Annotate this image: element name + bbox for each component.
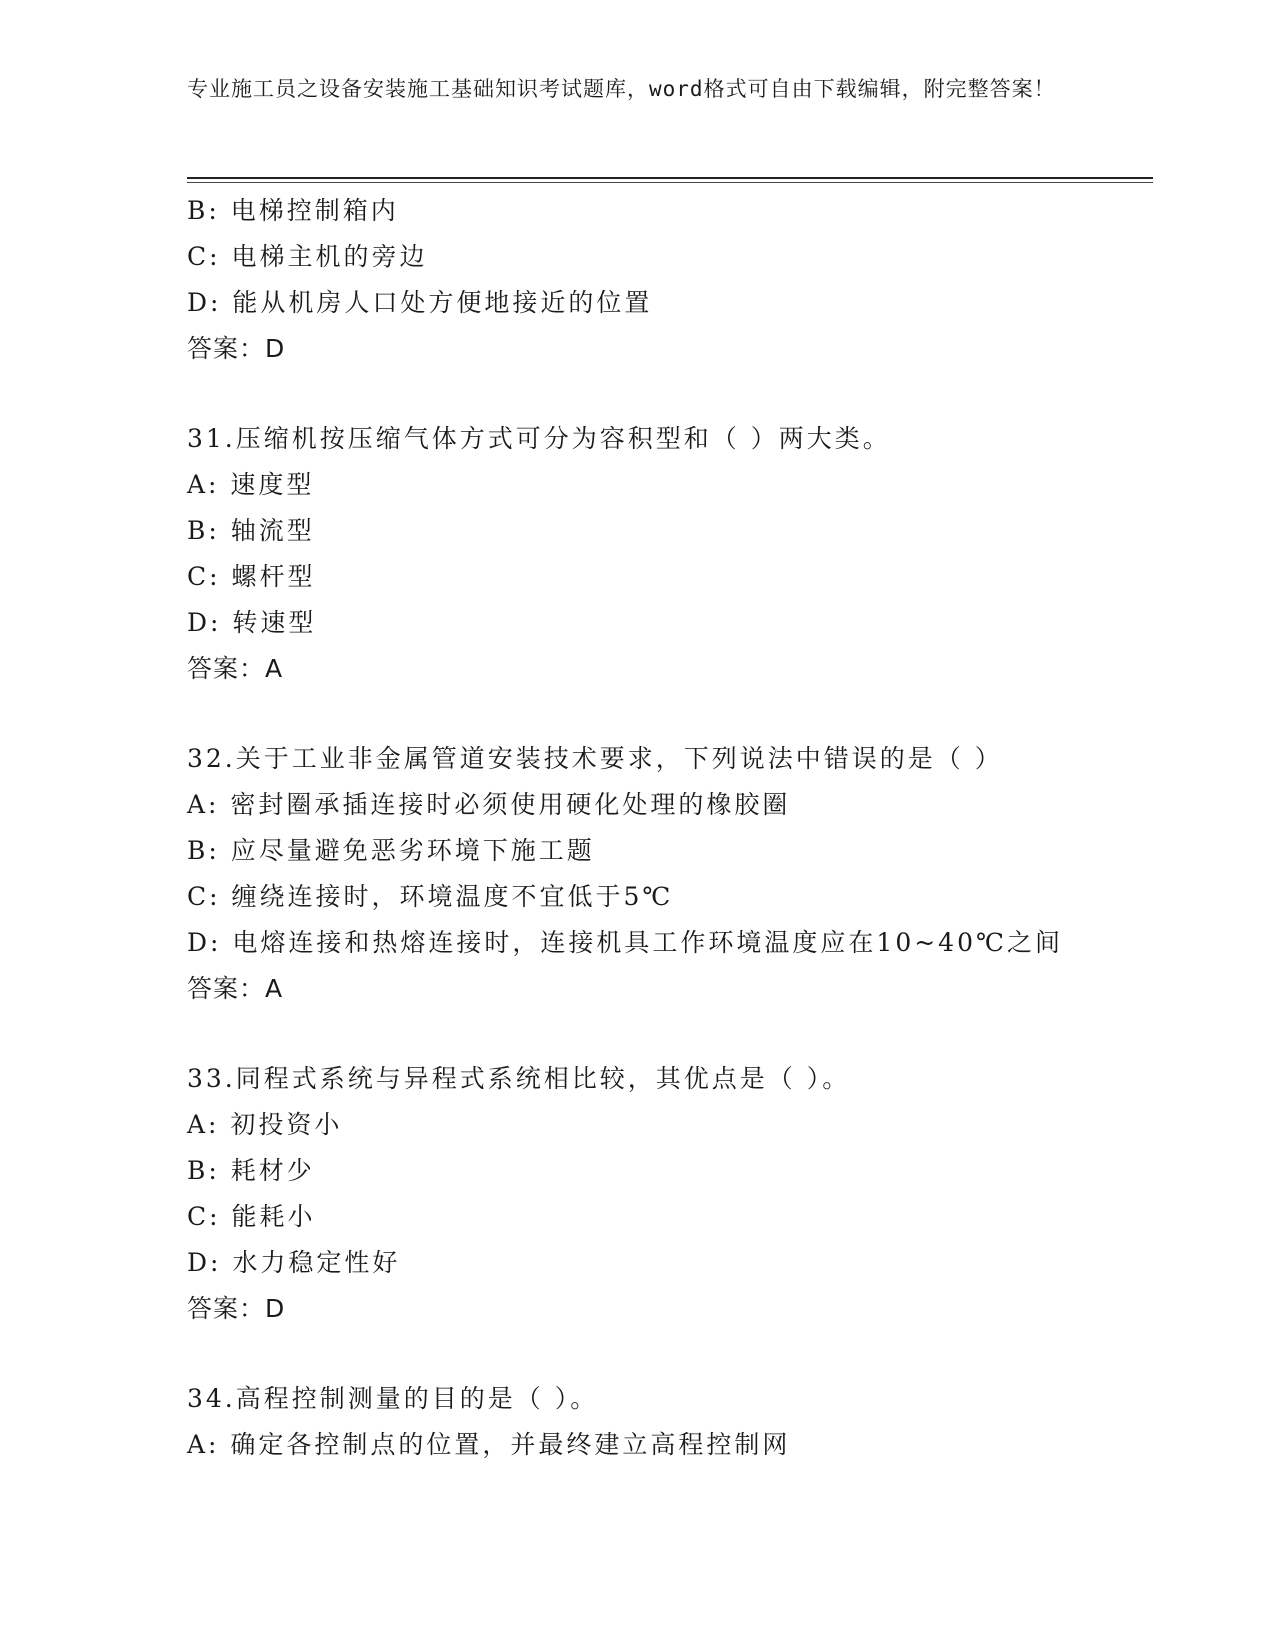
option-line: C: 能耗小 <box>187 1202 316 1231</box>
option-line: B: 应尽量避免恶劣环境下施工题 <box>187 836 595 865</box>
answer-line: 答案：A <box>187 654 284 683</box>
option-line: B: 电梯控制箱内 <box>187 196 399 225</box>
spacer <box>187 692 1147 736</box>
spacer <box>187 372 1147 416</box>
option-line: A: 速度型 <box>187 470 315 499</box>
header-rule-thin <box>187 182 1153 183</box>
question-stem: 32.关于工业非金属管道安装技术要求，下列说法中错误的是（ ） <box>187 744 1003 773</box>
option-line: B: 耗材少 <box>187 1156 315 1185</box>
option-line: D: 转速型 <box>187 608 317 637</box>
option-line: C: 缠绕连接时，环境温度不宜低于5℃ <box>187 882 674 911</box>
option-line: C: 电梯主机的旁边 <box>187 242 428 271</box>
option-line: A: 确定各控制点的位置，并最终建立高程控制网 <box>187 1430 791 1459</box>
option-line: D: 水力稳定性好 <box>187 1248 401 1277</box>
question-block-32 <box>187 736 1147 1012</box>
document-header: 专业施工员之设备安装施工基础知识考试题库，word格式可自由下载编辑，附完整答案！ <box>187 77 1056 101</box>
question-block-31 <box>187 416 1147 692</box>
spacer <box>187 1012 1147 1056</box>
option-line: B: 轴流型 <box>187 516 315 545</box>
option-line: D: 电熔连接和热熔连接时，连接机具工作环境温度应在10~40℃之间 <box>187 928 1063 957</box>
spacer <box>187 1332 1147 1376</box>
question-stem: 31.压缩机按压缩气体方式可分为容积型和（ ）两大类。 <box>187 424 891 453</box>
option-line: A: 初投资小 <box>187 1110 343 1139</box>
question-stem: 34.高程控制测量的目的是（ ）。 <box>187 1384 599 1413</box>
answer-line: 答案：D <box>187 334 286 363</box>
answer-line: 答案：A <box>187 974 284 1003</box>
answer-line: 答案：D <box>187 1294 286 1323</box>
question-block-33 <box>187 1056 1147 1332</box>
question-stem: 33.同程式系统与异程式系统相比较，其优点是（ ）。 <box>187 1064 851 1093</box>
option-line: C: 螺杆型 <box>187 562 316 591</box>
question-block-34 <box>187 1376 1147 1468</box>
option-line: A: 密封圈承插连接时必须使用硬化处理的橡胶圈 <box>187 790 791 819</box>
question-content <box>187 188 1147 1468</box>
header-rule-thick <box>187 177 1153 179</box>
question-block-30 <box>187 188 1147 372</box>
option-line: D: 能从机房人口处方便地接近的位置 <box>187 288 653 317</box>
